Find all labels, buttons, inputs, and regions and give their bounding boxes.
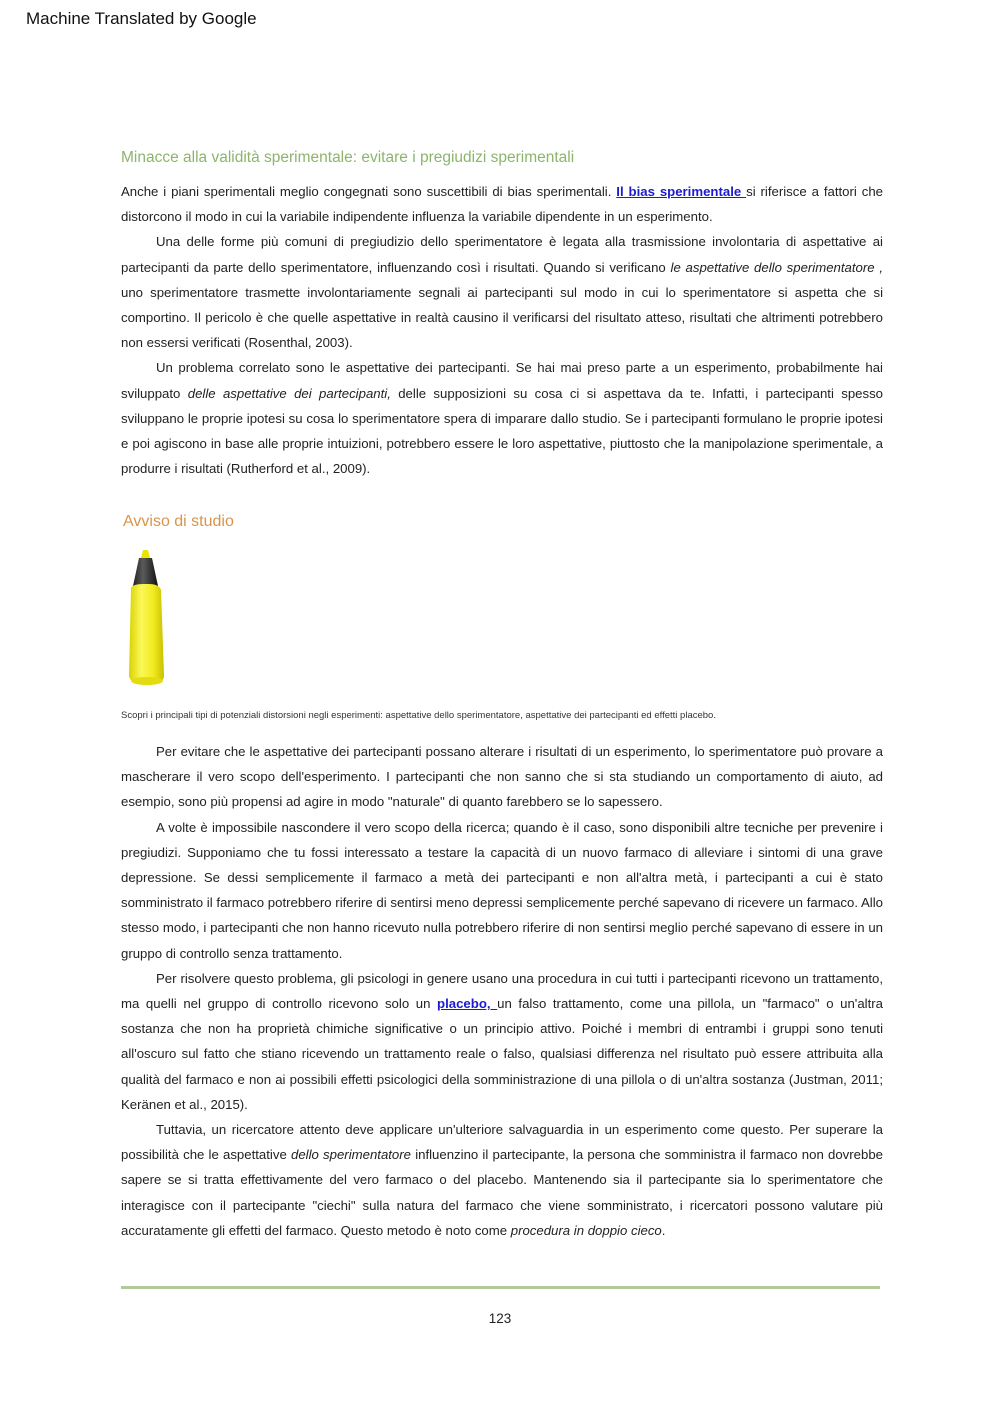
paragraph-text: Una delle forme più comuni di pregiudizio dello sperimentatore è legata alla trasmissione involontaria di aspettative ai partecipanti da parte dello sperimentatore, influenzando così i risultati. Quando si verificano bbox=[121, 234, 883, 275]
paragraph-text: Tuttavia, un ricercatore attento deve applicare un'ulteriore salvaguardia in un esperimento come questo. Per superare la possibilità che le aspettative bbox=[121, 1122, 883, 1163]
paragraph-text: uno sperimentatore trasmette involontariamente segnali ai partecipanti sul modo in cui lo sperimentatore si aspetta che si comportino. Il pericolo è che quelle aspettative in realtà causino il verificarsi del risultato atteso, risultati che altrimenti potrebbero non essersi verificati (Rosenthal, 2003). bbox=[121, 284, 883, 351]
paragraph-mask-purpose: Per evitare che le aspettative dei partecipanti possano alterare i risultati di un esperimento, lo sperimentatore può provare a mascherare il vero scopo dell'esperimento. I partecipanti che non sanno che si sta studiando un comportamento di aiuto, ad esempio, sono più propensi ad agire in modo "naturale" di quanto farebbero se lo sapessero. bbox=[121, 744, 883, 810]
paragraph-depression-example: A volte è impossibile nascondere il vero scopo della ricerca; quando è il caso, sono disponibili altre tecniche per prevenire i pregiudizi. Supponiamo che tu fossi interessato a testare la capacità di un nuovo farmaco di alleviare i sintomi di una grave depressione. Se dessi semplicemente il farmaco a metà dei partecipanti e non all'altra metà, i partecipanti a cui è stato somministrato il farmaco potrebbero riferire di sentirsi meno depressi semplicemente perché sapevano di ricevere un farmaco. Allo stesso modo, i partecipanti che non hanno ricevuto nulla potrebbero riferire di non sentirsi meglio perché sapevano di essere in un gruppo di controllo senza trattamento. bbox=[121, 819, 883, 961]
paragraph-text: influenzino il partecipante, la persona che somministra il farmaco non dovrebbe sapere se si tratta effettivamente del vero farmaco o del placebo. Mantenendo sia il partecipante sia lo sperimentatore che interagisce con il partecipante "ciechi" sulla natura del farmaco che viene somministrato, i ricercatori possono valutare più accuratamente gli effetti del farmaco. Questo metodo è noto come bbox=[121, 1147, 883, 1238]
link-bias-sperimentale[interactable]: Il bias sperimentale bbox=[616, 184, 747, 199]
paragraph-participant-expectations bbox=[121, 355, 883, 481]
paragraph-text: Per risolvere questo problema, gli psicologi in genere usano una procedura in cui tutti i partecipanti ricevono un trattamento, ma quelli nel gruppo di controllo ricevono solo un bbox=[121, 970, 883, 1012]
paragraph-text: . bbox=[661, 1222, 666, 1238]
paragraph-text: un falso trattamento, come una pillola, un "farmaco" o un'altra sostanza che non ha proprietà chimiche significative o un principio attivo. Poiché i membri di entrambi i gruppi sono tenuti all'oscuro sul fatto che stiano ricevendo un trattamento reale o falso, qualsiasi differenza nel risultato può essere attribuita alla qualità del farmaco e non ai possibili effetti psicologici della somministrazione di una pillola o di un'altra sostanza (Justman, 2011; Keränen et al., 2015). bbox=[121, 996, 883, 1112]
emphasis-term: procedura in doppio cieco bbox=[510, 1222, 662, 1238]
paragraph-text: Un problema correlato sono le aspettative dei partecipanti. Se hai mai preso parte a un esperimento, probabilmente hai sviluppato bbox=[121, 360, 883, 401]
emphasis-term: dello sperimentatore bbox=[290, 1147, 411, 1163]
paragraph-text: delle supposizioni su cosa ci si aspettava da te. Infatti, i partecipanti spesso sviluppano le proprie ipotesi su cosa lo sperimentatore spera di imparare dallo studio. Se i partecipanti formulano le proprie ipotesi e poi agiscono in base alle proprie intuizioni, potrebbero essere le loro aspettative, piuttosto che la manipolazione sperimentale, a produrre i risultati (Rutherford et al., 2009). bbox=[121, 385, 884, 477]
intro-text-block bbox=[121, 179, 883, 481]
paragraph-experimenter-expectations bbox=[121, 229, 883, 355]
paragraph-text: Anche i piani sperimentali meglio congegnati sono suscettibili di bias sperimentali. bbox=[121, 184, 617, 199]
paragraph-double-blind bbox=[121, 1117, 883, 1243]
machine-translation-banner: Machine Translated by Google bbox=[26, 9, 257, 28]
section-title: Minacce alla validità sperimentale: evitare i pregiudizi sperimentali bbox=[121, 149, 575, 166]
link-placebo[interactable]: placebo, bbox=[437, 996, 498, 1012]
emphasis-term: delle aspettative dei partecipanti, bbox=[187, 385, 391, 401]
study-alert-caption: Scopri i principali tipi di potenziali distorsioni negli esperimenti: aspettative dello sperimentatore, aspettative dei partecipanti ed effetti placebo. bbox=[121, 710, 716, 721]
paragraph-bias-definition bbox=[121, 179, 883, 229]
paragraph-placebo bbox=[121, 966, 883, 1117]
study-alert-title: Avviso di studio bbox=[123, 513, 234, 530]
highlighter-marker-icon bbox=[121, 548, 173, 690]
paragraph-text: si riferisce a fattori che distorcono il modo in cui la variabile indipendente influenza la variabile dipendente in un esperimento. bbox=[121, 184, 884, 225]
page-number: 123 bbox=[488, 1311, 512, 1326]
emphasis-term: le aspettative dello sperimentatore , bbox=[670, 259, 884, 275]
footer-rule bbox=[121, 1286, 880, 1289]
main-text-block bbox=[121, 739, 883, 1243]
